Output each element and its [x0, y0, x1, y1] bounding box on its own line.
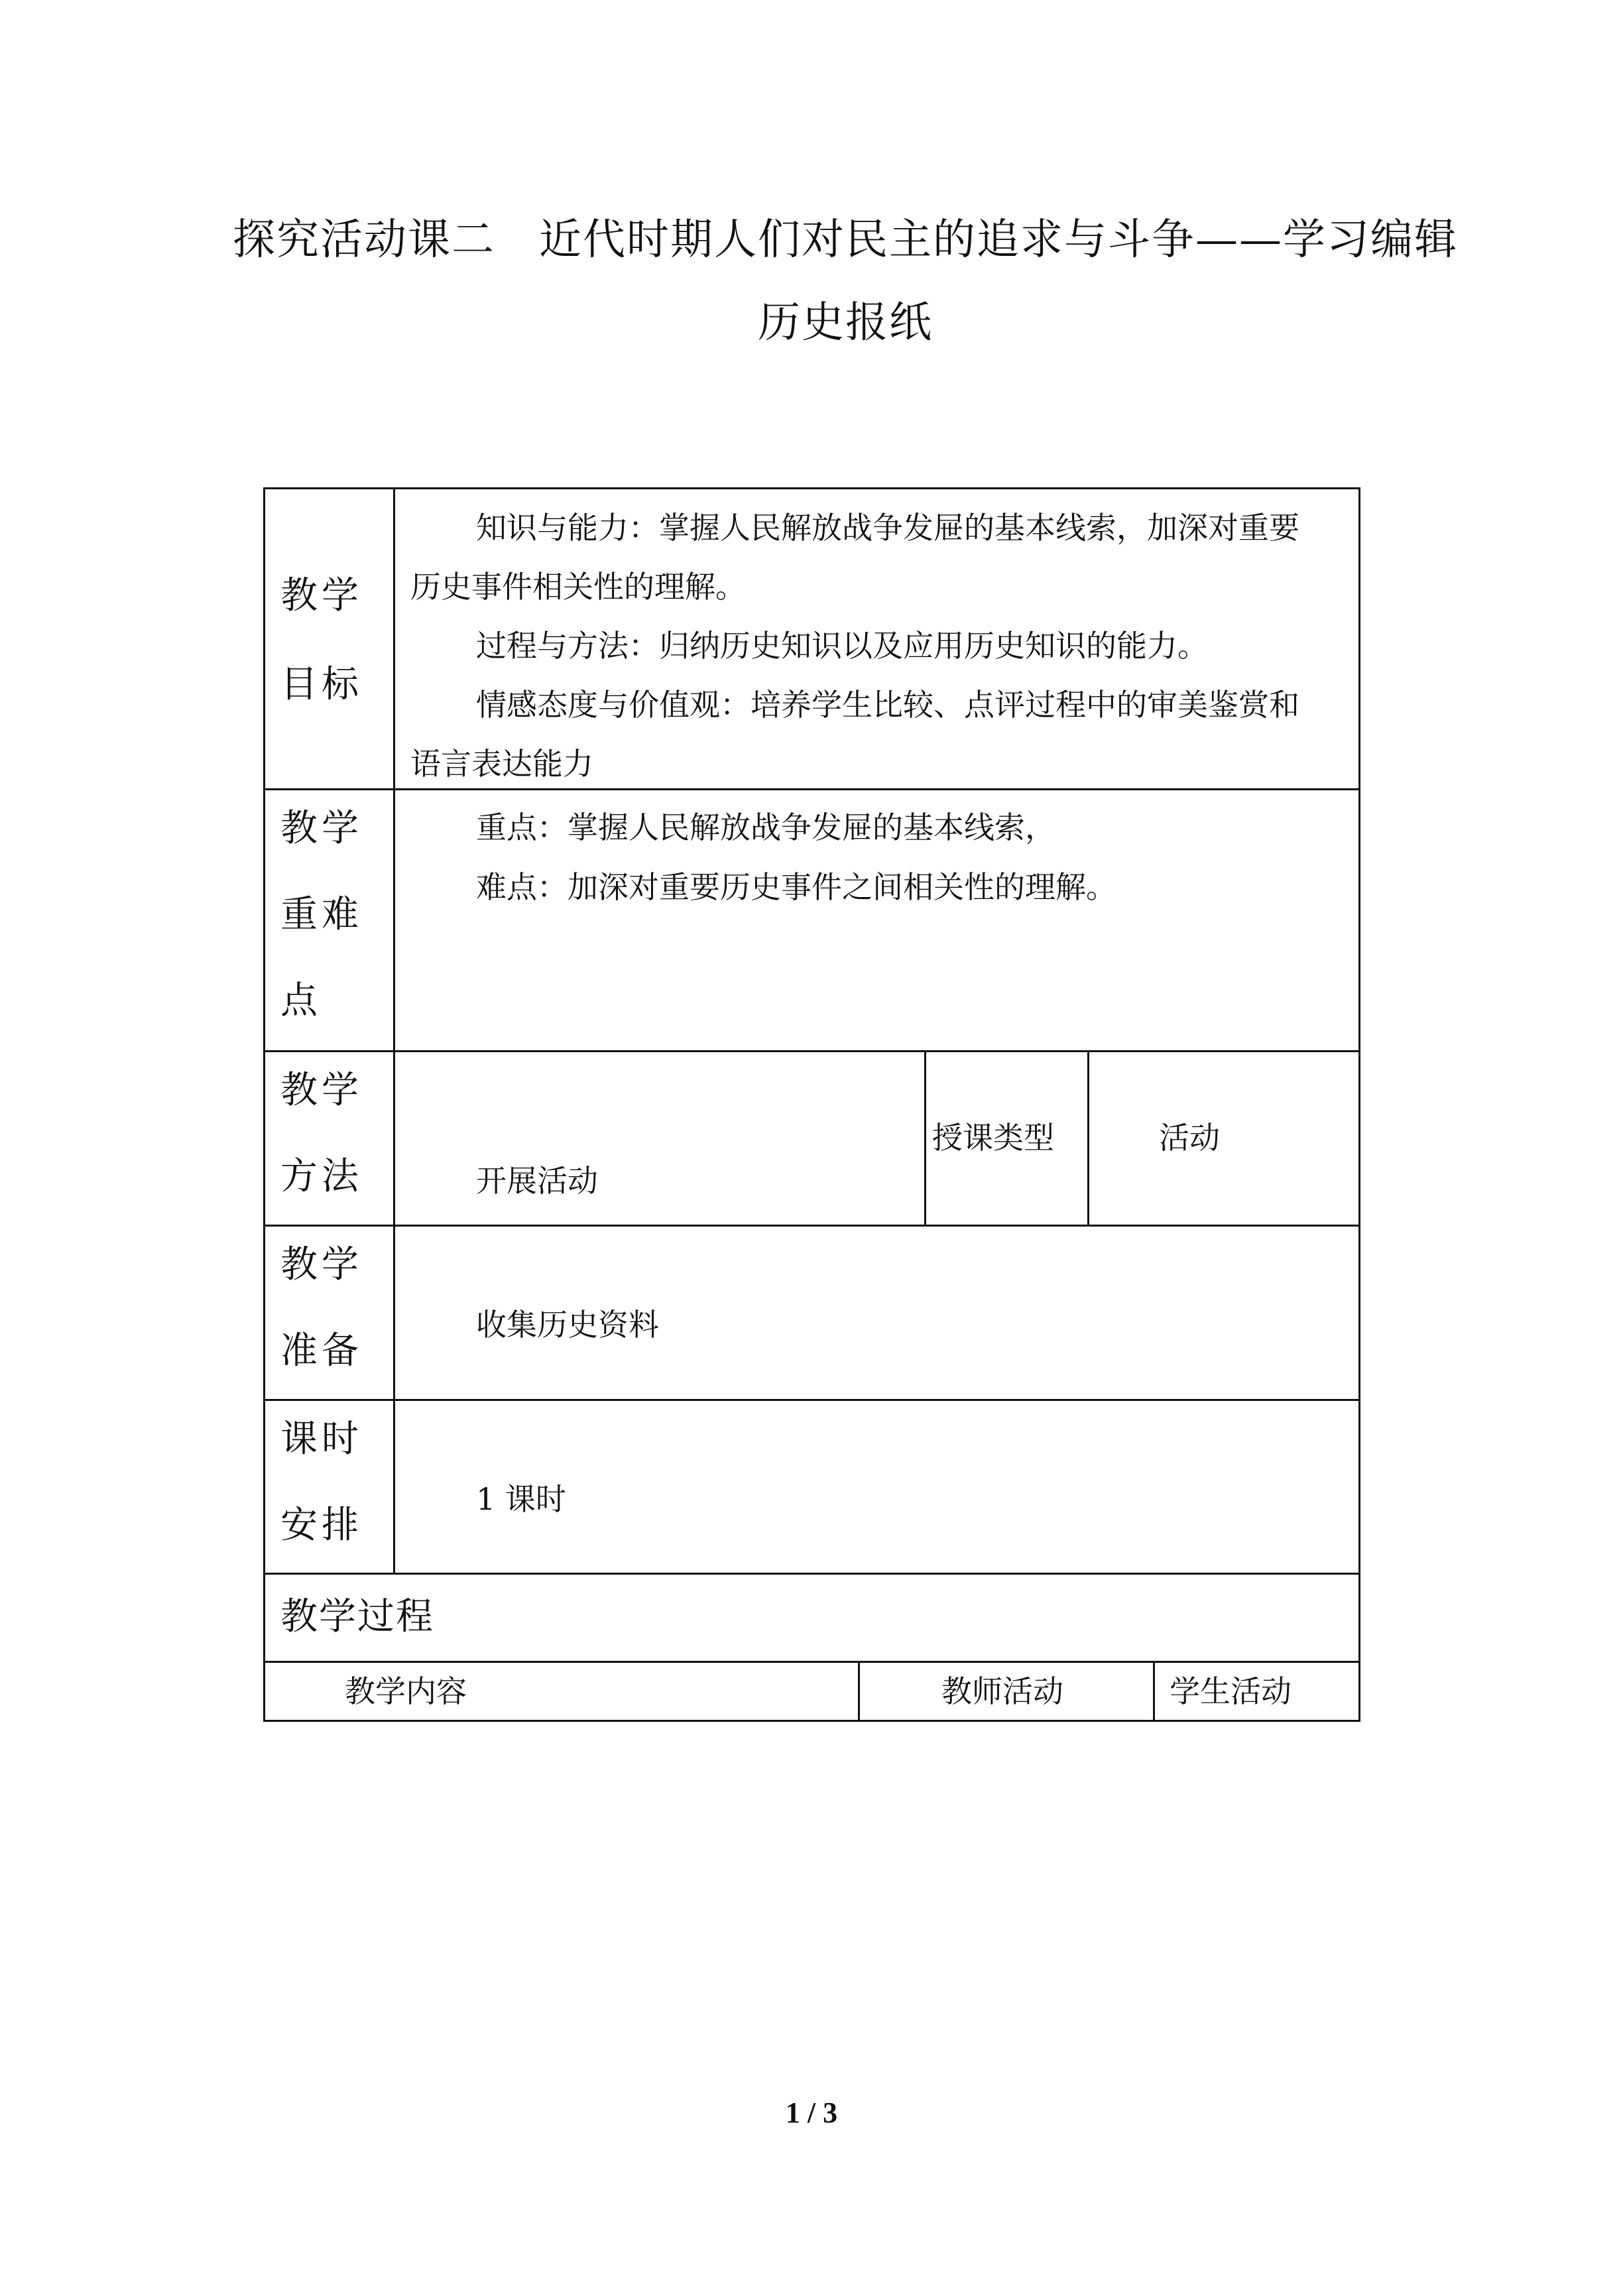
table-border-right [1358, 487, 1360, 1722]
preparation-value: 收集历史资料 [476, 1307, 659, 1343]
objectives-label-line-2: 目标 [280, 663, 363, 706]
method-column-divider [924, 1050, 926, 1227]
process-label: 教学过程 [280, 1595, 434, 1638]
preparation-label [280, 1243, 363, 1372]
schedule-value: 1 课时 [476, 1481, 566, 1517]
objectives-line: 情感态度与价值观：培养学生比较、点评过程中的审美鉴赏和 [476, 687, 1299, 723]
process-col-content: 教学内容 [345, 1673, 467, 1709]
objectives-line: 过程与方法：归纳历史知识以及应用历史知识的能力。 [476, 628, 1208, 664]
row-divider [263, 788, 1360, 790]
key-points-label-line-2: 重难 [280, 893, 363, 936]
key-points-line: 难点：加深对重要历史事件之间相关性的理解。 [476, 869, 1116, 905]
page-number: 1 / 3 [785, 2096, 838, 2129]
objectives-line: 历史事件相关性的理解。 [410, 569, 746, 605]
row-divider [263, 1225, 1360, 1227]
method-value: 开展活动 [476, 1163, 598, 1199]
row-divider [263, 1573, 1360, 1575]
table-border-top [263, 487, 1360, 489]
process-col-student: 学生活动 [1170, 1673, 1292, 1709]
schedule-label-line-2: 安排 [280, 1504, 363, 1547]
schedule-label-line-1: 课时 [280, 1418, 363, 1461]
key-points-label-line-1: 教学 [280, 807, 363, 850]
label-column-divider [393, 487, 395, 1575]
objectives-line: 知识与能力：掌握人民解放战争发屉的基本线索，加深对重要 [476, 510, 1299, 546]
lesson-type-value: 活动 [1159, 1120, 1220, 1156]
method-label [280, 1069, 363, 1198]
objectives-label-line-1: 教学 [280, 574, 363, 617]
process-col-teacher: 教师活动 [941, 1673, 1063, 1709]
method-label-line-1: 教学 [280, 1069, 363, 1112]
row-divider [263, 1399, 1360, 1401]
table-border-bottom [263, 1720, 1360, 1722]
preparation-label-line-1: 教学 [280, 1243, 363, 1286]
lesson-plan-table [263, 487, 1360, 1722]
schedule-label [280, 1418, 363, 1547]
method-label-line-2: 方法 [280, 1155, 363, 1198]
lesson-type-label: 授课类型 [932, 1120, 1054, 1156]
key-points-label-line-3: 点 [280, 979, 322, 1022]
row-divider [263, 1050, 1360, 1052]
key-points-line: 重点：掌握人民解放战争发屉的基本线索， [476, 810, 1055, 845]
table-border-left [263, 487, 265, 1722]
objectives-label [280, 574, 363, 706]
method-column-divider [1087, 1050, 1089, 1227]
document-title-line-1: 探究活动课二 近代时期人们对民主的追求与斗争——学习编辑 [233, 215, 1458, 265]
process-column-divider [1153, 1661, 1155, 1722]
key-points-label [280, 807, 363, 1022]
document-title-line-2: 历史报纸 [758, 298, 933, 347]
process-column-divider [858, 1661, 860, 1722]
objectives-line: 语言表达能力 [410, 746, 593, 782]
preparation-label-line-2: 准备 [280, 1329, 363, 1372]
row-divider [263, 1661, 1360, 1663]
